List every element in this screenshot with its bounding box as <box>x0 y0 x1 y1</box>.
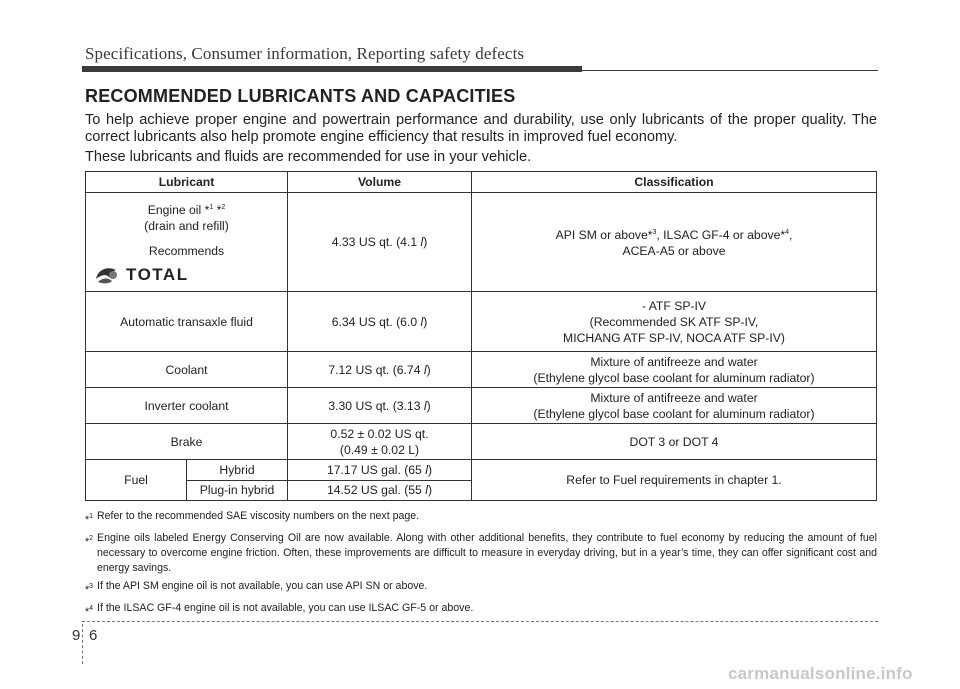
fuel-hybrid-label: Hybrid <box>187 460 287 481</box>
inverter-volume: 3.30 US qt. (3.13 l) <box>288 388 472 424</box>
table-header-row <box>86 172 877 193</box>
page-number: 6 <box>89 627 98 644</box>
inverter-classification: Mixture of antifreeze and water (Ethylene glycol base coolant for aluminum radiator) <box>472 388 877 424</box>
engine-oil-drain: (drain and refill) <box>144 218 229 233</box>
coolant-classification: Mixture of antifreeze and water (Ethylene glycol base coolant for aluminum radiator) <box>472 352 877 388</box>
watermark: carmanualsonline.info <box>728 664 913 683</box>
footnote-2: *$^2$ Engine oils labeled Energy Conserving Oil are now available. Along with other additional benefits, they contribute to fuel economy by reducing the amount of fuel necessary to overcome engine friction. Often, these improvements are difficult to measure in everyday driving, but in a year’s time, they can offer significant cost and energy savings. <box>85 532 877 574</box>
engine-oil-label: Engine oil *$^1$ *$^2$ <box>147 202 226 217</box>
row-inverter-coolant <box>86 388 877 424</box>
transaxle-label: Automatic transaxle fluid <box>86 292 288 352</box>
header-bar <box>82 66 582 72</box>
engine-oil-classification: API SM or above*$^3$, ILSAC GF-4 or above*$^4$, ACEA-A5 or above <box>472 193 877 292</box>
coolant-volume: 7.12 US qt. (6.74 l) <box>288 352 472 388</box>
header-rule <box>582 70 878 71</box>
row-transaxle <box>86 292 877 352</box>
brake-volume: 0.52 ± 0.02 US qt. (0.49 ± 0.02 L) <box>288 424 472 460</box>
fuel-hybrid-volume: 17.17 US gal. (65 l) <box>288 460 472 481</box>
header-classification: Classification <box>472 172 877 193</box>
section-title: RECOMMENDED LUBRICANTS AND CAPACITIES <box>85 86 516 106</box>
brake-label: Brake <box>86 424 288 460</box>
fuel-plugin-label: Plug-in hybrid <box>199 483 275 498</box>
footnotes <box>85 509 877 623</box>
inverter-label: Inverter coolant <box>86 388 288 424</box>
engine-oil-cell <box>86 193 288 292</box>
page-number-separator <box>82 624 83 664</box>
engine-oil-volume: 4.33 US qt. (4.1 l) <box>288 193 472 292</box>
engine-oil-recommends: Recommends <box>148 243 225 258</box>
row-engine-oil <box>86 193 877 292</box>
fuel-classification: Refer to Fuel requirements in chapter 1. <box>472 460 877 501</box>
fuel-plugin-volume: 14.52 US gal. (55 l) <box>288 480 472 501</box>
page-section-number: 9 <box>72 627 81 644</box>
footnote-1: *$^1$ Refer to the recommended SAE viscosity numbers on the next page. <box>85 510 420 526</box>
header-volume: Volume <box>288 172 472 193</box>
coolant-label: Coolant <box>86 352 288 388</box>
total-logo-icon <box>94 265 120 285</box>
intro-sentence: These lubricants and fluids are recommended for use in your vehicle. <box>85 149 532 165</box>
brake-classification: DOT 3 or DOT 4 <box>472 424 877 460</box>
header-lubricant: Lubricant <box>86 172 288 193</box>
lubricants-table <box>85 171 877 501</box>
fuel-label: Fuel <box>86 460 187 500</box>
transaxle-classification: - ATF SP-IV (Recommended SK ATF SP-IV, MICHANG ATF SP-IV, NOCA ATF SP-IV) <box>472 292 877 352</box>
row-fuel <box>86 460 877 481</box>
footnote-4: *$^4$ If the ILSAC GF-4 engine oil is not available, you can use ILSAC GF-5 or above. <box>85 602 474 618</box>
footnote-3: *$^3$ If the API SM engine oil is not available, you can use API SN or above. <box>85 580 428 596</box>
header-title: Specifications, Consumer information, Reporting safety defects <box>85 44 525 63</box>
total-logo: TOTAL <box>94 265 283 285</box>
fuel-cell <box>86 460 288 501</box>
row-brake <box>86 424 877 460</box>
row-coolant <box>86 352 877 388</box>
footer-divider <box>82 621 878 622</box>
intro-paragraph: To help achieve proper engine and powertrain performance and durability, use only lubricants of the proper quality. The correct lubricants also help promote engine efficiency that results in improved fuel economy. <box>85 112 877 145</box>
transaxle-volume: 6.34 US qt. (6.0 l) <box>288 292 472 352</box>
